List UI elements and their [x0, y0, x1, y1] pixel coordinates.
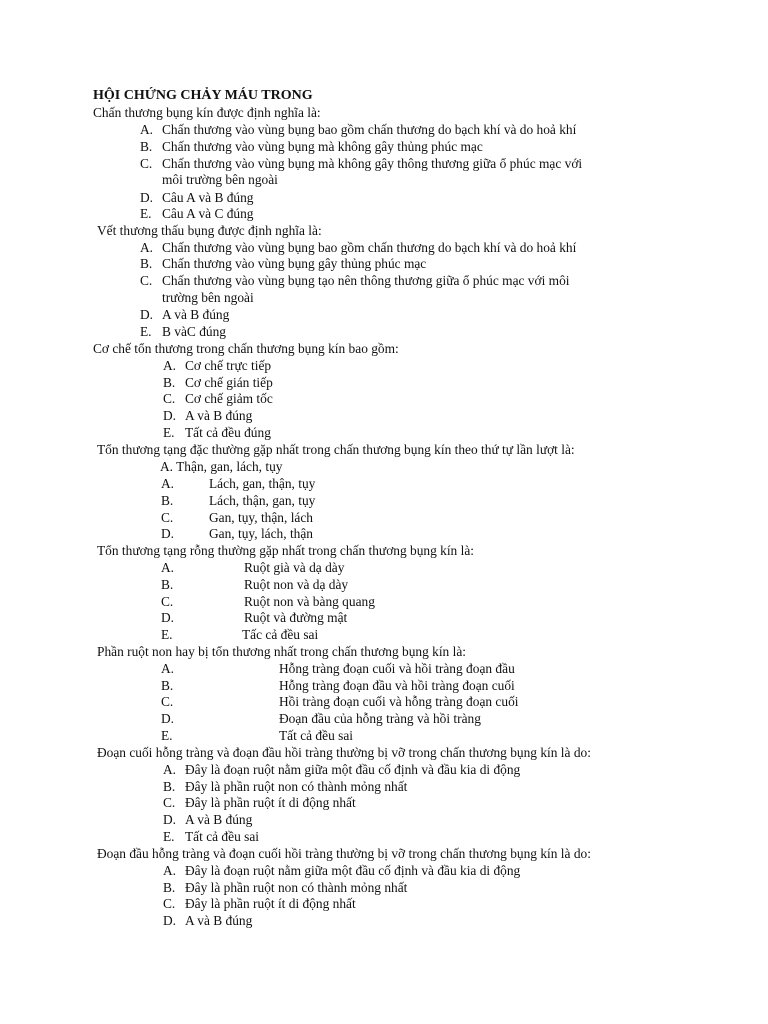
page-title: HỘI CHỨNG CHẢY MÁU TRONG	[93, 88, 313, 103]
option-text: Cơ chế trực tiếp	[185, 358, 272, 373]
option-label: C.	[161, 694, 174, 709]
q7-option-e	[163, 829, 259, 845]
option-text: Chấn thương vào vùng bụng gây thủng phúc mạc	[162, 256, 427, 271]
option-text: Tất cả đều sai	[185, 829, 259, 844]
option-label: A.	[163, 762, 177, 777]
question-5: Tổn thương tạng rỗng thường gặp nhất trong chấn thương bụng kín là:	[97, 543, 474, 558]
option-label: B.	[140, 139, 153, 154]
option-text: Ruột già và dạ dày	[244, 560, 345, 575]
q5-option-b	[161, 577, 348, 593]
q2-option-c	[140, 273, 570, 289]
q5-option-c	[161, 594, 375, 610]
option-text: Đây là đoạn ruột nằm giữa một đầu cố định và đầu kia di động	[185, 762, 521, 777]
option-label: A.	[140, 240, 154, 255]
option-label: A.	[140, 122, 154, 137]
option-label: E.	[140, 324, 152, 339]
option-text: Lách, gan, thận, tụy	[209, 476, 316, 491]
q1-option-d	[140, 190, 254, 206]
q6-option-d	[161, 711, 481, 727]
question-8: Đoạn đầu hỗng tràng và đoạn cuối hồi tràng thường bị vỡ trong chấn thương bụng kín là do:	[97, 846, 591, 861]
option-text: Hồi tràng đoạn cuối và hỗng tràng đoạn cuối	[279, 694, 519, 709]
q6-option-a	[161, 661, 515, 677]
option-text: Chấn thương vào vùng bụng tạo nên thông thương giữa ổ phúc mạc với môi	[162, 273, 570, 288]
question-6: Phần ruột non hay bị tổn thương nhất trong chấn thương bụng kín là:	[97, 644, 466, 659]
q2-option-a	[140, 240, 576, 256]
option-label: D.	[161, 711, 175, 726]
option-text: Hỗng tràng đoạn đầu và hồi tràng đoạn cuối	[279, 678, 515, 693]
option-text: Tất cả đều đúng	[185, 425, 271, 440]
q2-option-b	[140, 256, 426, 272]
q2-option-e	[140, 324, 226, 340]
option-label: E.	[163, 425, 175, 440]
option-label: A.	[161, 560, 175, 575]
q7-option-b	[163, 779, 407, 795]
q1-option-c-cont: môi trường bên ngoài	[162, 172, 278, 187]
q7-option-c	[163, 795, 356, 811]
q8-option-d	[163, 913, 252, 929]
option-text: A và B đúng	[185, 913, 253, 928]
question-2: Vết thương thấu bụng được định nghĩa là:	[97, 223, 322, 238]
option-text: Gan, tụy, thận, lách	[209, 510, 313, 525]
option-label: C.	[163, 795, 176, 810]
option-label: D.	[163, 913, 177, 928]
option-label: D.	[140, 307, 154, 322]
option-label: C.	[163, 896, 176, 911]
option-label: D.	[161, 610, 175, 625]
option-label: B.	[163, 880, 176, 895]
q4-option-b	[161, 493, 315, 509]
option-label: A.	[163, 863, 177, 878]
q4-option-a	[161, 476, 315, 492]
option-label: D.	[163, 408, 177, 423]
option-label: B.	[161, 678, 174, 693]
q6-option-c	[161, 694, 518, 710]
option-text: A và B đúng	[185, 812, 253, 827]
option-text: Câu A và C đúng	[162, 206, 254, 221]
option-text: Lách, thận, gan, tụy	[209, 493, 316, 508]
option-label: C.	[163, 391, 176, 406]
q3-option-b	[163, 375, 273, 391]
option-text: Câu A và B đúng	[162, 190, 254, 205]
option-label: B.	[161, 577, 174, 592]
option-text: Chấn thương vào vùng bụng mà không gây thông thương giữa ổ phúc mạc với	[162, 156, 583, 171]
option-text: A và B đúng	[162, 307, 230, 322]
option-text: Ruột và đường mật	[244, 610, 348, 625]
option-text: Cơ chế gián tiếp	[185, 375, 273, 390]
option-text: Ruột non và dạ dày	[244, 577, 349, 592]
q8-option-b	[163, 880, 407, 896]
question-3: Cơ chế tổn thương trong chấn thương bụng kín bao gồm:	[93, 341, 399, 356]
option-text: Ruột non và bàng quang	[244, 594, 375, 609]
option-label: E.	[161, 728, 173, 743]
q1-option-b	[140, 139, 483, 155]
option-label: B.	[140, 256, 153, 271]
q6-option-b	[161, 678, 515, 694]
q3-option-d	[163, 408, 252, 424]
option-label: A.	[163, 358, 177, 373]
q1-option-c	[140, 156, 673, 172]
option-text: Đây là phần ruột non có thành mỏng nhất	[185, 880, 408, 895]
q3-option-c	[163, 391, 273, 407]
option-text: B vàC đúng	[162, 324, 226, 339]
option-text: Tất cả đều sai	[279, 728, 353, 743]
option-label: D.	[163, 812, 177, 827]
option-text: A và B đúng	[185, 408, 253, 423]
q3-option-e	[163, 425, 271, 441]
q7-option-d	[163, 812, 252, 828]
question-4: Tổn thương tạng đặc thường gặp nhất trong chấn thương bụng kín theo thứ tự lần lượt là:	[97, 442, 575, 457]
q5-option-d	[161, 610, 347, 626]
q1-option-a	[140, 122, 576, 138]
option-label: D.	[140, 190, 154, 205]
option-label: C.	[140, 273, 153, 288]
option-label: B.	[163, 375, 176, 390]
q2-option-c-cont: trường bên ngoài	[162, 290, 254, 305]
option-label: C.	[161, 510, 174, 525]
option-text: Đây là phần ruột ít di động nhất	[185, 896, 356, 911]
q1-option-e	[140, 206, 254, 222]
option-label: A.	[161, 661, 175, 676]
option-label: B.	[163, 779, 176, 794]
option-label: B.	[161, 493, 174, 508]
q4-first-line: A. Thận, gan, lách, tụy	[160, 459, 283, 474]
option-label: E.	[161, 627, 173, 642]
q3-option-a	[163, 358, 271, 374]
option-text: Đây là phần ruột ít di động nhất	[185, 795, 356, 810]
q7-option-a	[163, 762, 520, 778]
q5-option-a	[161, 560, 344, 576]
option-label: C.	[140, 156, 153, 171]
q6-option-e	[161, 728, 353, 744]
q8-option-a	[163, 863, 520, 879]
option-text: Cơ chế giảm tốc	[185, 391, 273, 406]
q5-option-e	[161, 627, 318, 643]
option-label: E.	[140, 206, 152, 221]
option-text: Đây là đoạn ruột nằm giữa một đầu cố định và đầu kia di động	[185, 863, 521, 878]
option-text: Đây là phần ruột non có thành mỏng nhất	[185, 779, 408, 794]
option-text: Hỗng tràng đoạn cuối và hồi tràng đoạn đầu	[279, 661, 515, 676]
q2-option-d	[140, 307, 229, 323]
q4-option-d	[161, 526, 313, 542]
q8-option-c	[163, 896, 356, 912]
question-1: Chấn thương bụng kín được định nghĩa là:	[93, 105, 321, 120]
q4-option-c	[161, 510, 313, 526]
option-label: E.	[163, 829, 175, 844]
option-text: Chấn thương vào vùng bụng bao gồm chấn thương do bạch khí và do hoả khí	[162, 122, 577, 137]
option-text: Tấc cả đều sai	[242, 627, 319, 642]
option-text: Chấn thương vào vùng bụng bao gồm chấn thương do bạch khí và do hoả khí	[162, 240, 577, 255]
option-label: C.	[161, 594, 174, 609]
question-7: Đoạn cuối hỗng tràng và đoạn đầu hồi tràng thường bị vỡ trong chấn thương bụng kín là do:	[97, 745, 591, 760]
option-text: Chấn thương vào vùng bụng mà không gây thủng phúc mạc	[162, 139, 483, 154]
option-label: D.	[161, 526, 175, 541]
option-text: Đoạn đầu của hỗng tràng và hồi tràng	[279, 711, 481, 726]
option-label: A.	[161, 476, 175, 491]
option-text: Gan, tụy, lách, thận	[209, 526, 313, 541]
